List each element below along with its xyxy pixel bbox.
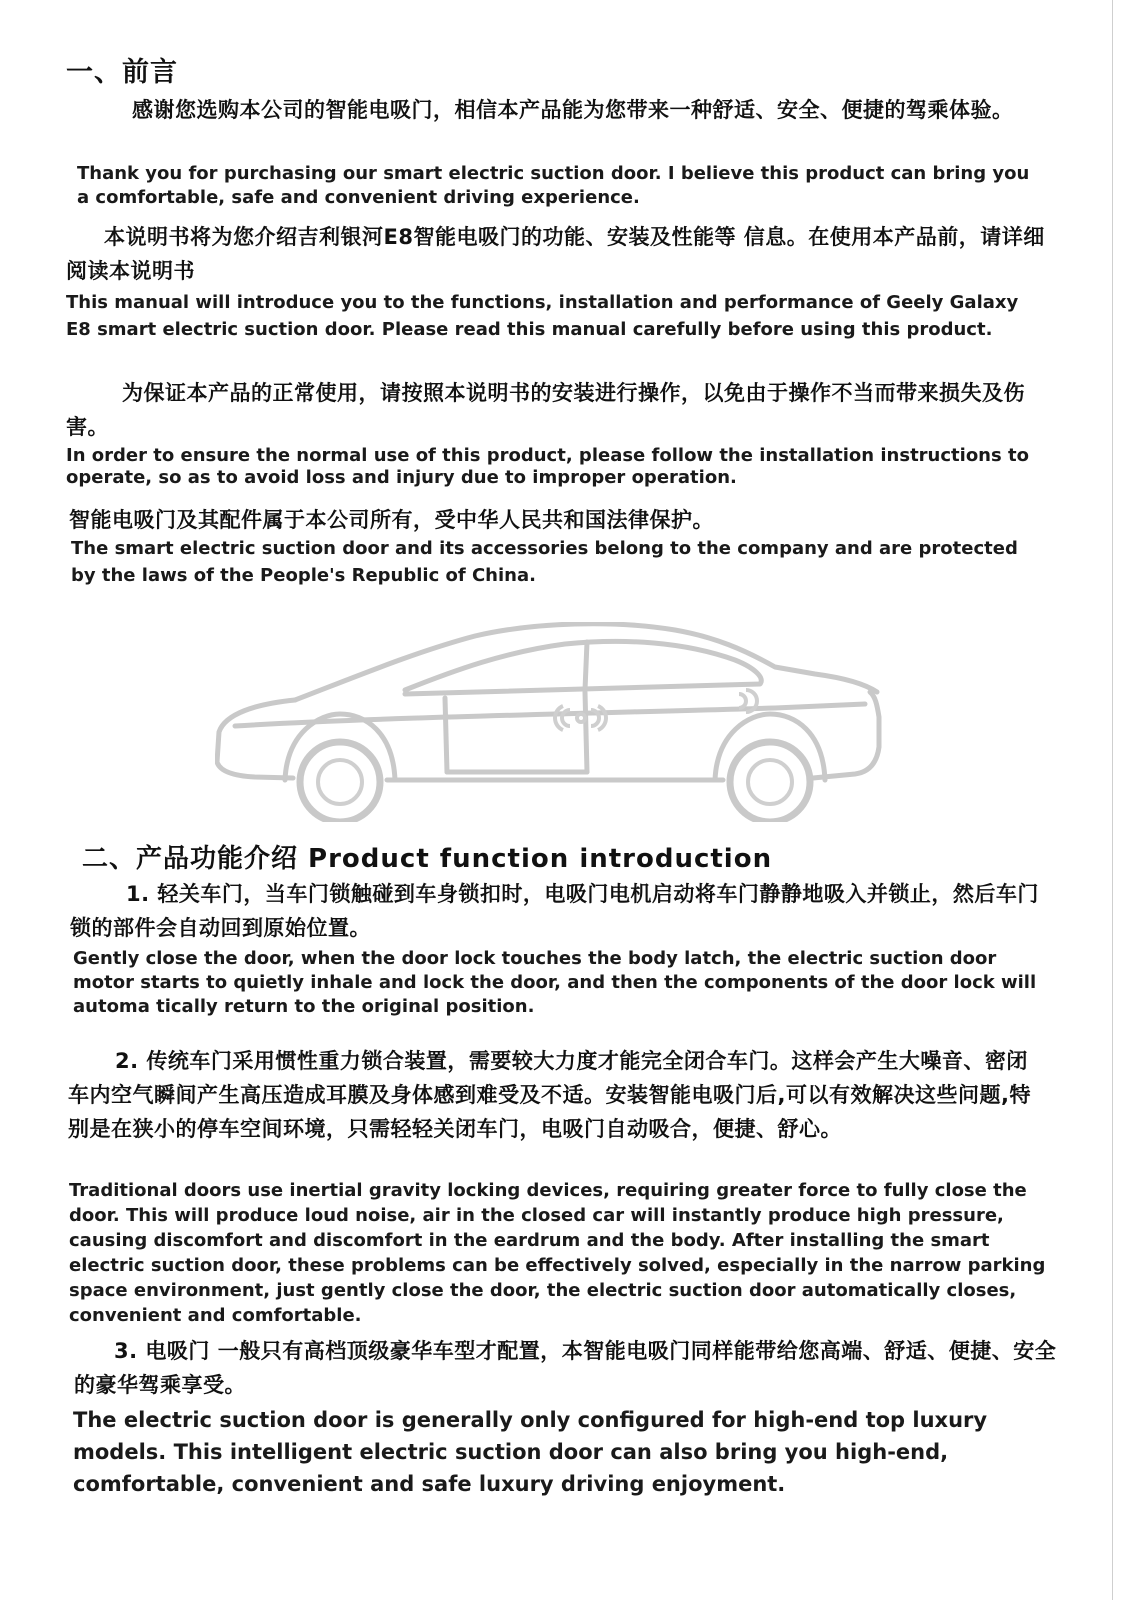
- car-silhouette-icon: [215, 622, 885, 822]
- section2-item1-en: Gently close the door, when the door lock touches the body latch, the electric suction door motor starts to quietly inhale and lock the door, and then the components of the door lock will automa tically return to the original position.: [73, 948, 1037, 1017]
- section1-para4-en: The smart electric suction door and its accessories belong to the company and are protected by the laws of the People's Republic of China.: [71, 538, 1018, 586]
- section1-para2-zh: 本说明书将为您介绍吉利银河E8智能电吸门的功能、安装及性能等 信息。在使用本产品前，请详细阅读本说明书: [66, 225, 1045, 283]
- section2-item2-en: Traditional doors use inertial gravity locking devices, requiring greater force to fully close the door. This will produce loud noise, air in the closed car will instantly produce high pressure, causing discomfort and discomfort in the eardrum and the body. After installing the smart electric suction door, these problems can be effectively solved, especially in the narrow parking space environment, just gently close the door, the electric suction door automatically closes, convenient and comfortable.: [69, 1180, 1046, 1326]
- section2-item3-en: The electric suction door is generally only configured for high-end top luxury models. This intelligent electric suction door can also bring you high-end, comfortable, convenient and safe luxury driving enjoyment.: [73, 1408, 988, 1496]
- section2-item3-zh: 3. 电吸门 一般只有高档顶级豪华车型才配置，本智能电吸门同样能带给您高端、舒适、便捷、安全的豪华驾乘享受。: [74, 1339, 1057, 1397]
- section2-heading: 二、产品功能介绍 Product function introduction: [82, 844, 773, 874]
- section1-para1-en: Thank you for purchasing our smart electric suction door. I believe this product can bring you a comfortable, safe and convenient driving experience.: [77, 163, 1030, 208]
- section1-para2-en: This manual will introduce you to the functions, installation and performance of Geely Galaxy E8 smart electric suction door. Please read this manual carefully before using this product.: [66, 292, 1019, 340]
- section1-para4-zh: 智能电吸门及其配件属于本公司所有，受中华人民共和国法律保护。: [69, 508, 714, 532]
- section2-item1-zh: 1. 轻关车门，当车门锁触碰到车身锁扣时，电吸门电机启动将车门静静地吸入并锁止，然后车门锁的部件会自动回到原始位置。: [70, 882, 1039, 940]
- section1-para3-zh: 为保证本产品的正常使用，请按照本说明书的安装进行操作，以免由于操作不当而带来损失及伤害。: [66, 381, 1025, 439]
- section1-para3-en: In order to ensure the normal use of this product, please follow the installation instructions to operate, so as to avoid loss and injury due to improper operation.: [66, 445, 1029, 488]
- section2-item2-zh: 2. 传统车门采用惯性重力锁合装置，需要较大力度才能完全闭合车门。这样会产生大噪音、密闭车内空气瞬间产生高压造成耳膜及身体感到难受及不适。安装智能电吸门后,可以有效解决这些问题,特别是在狭小的停车空间环境，只需轻轻关闭车门，电吸门自动吸合，便捷、舒心。: [68, 1049, 1031, 1141]
- section1-para1-zh: 感谢您选购本公司的智能电吸门，相信本产品能为您带来一种舒适、安全、便捷的驾乘体验。: [132, 98, 1014, 122]
- section1-heading: 一、前言: [66, 57, 178, 88]
- page-border: [1112, 0, 1113, 1600]
